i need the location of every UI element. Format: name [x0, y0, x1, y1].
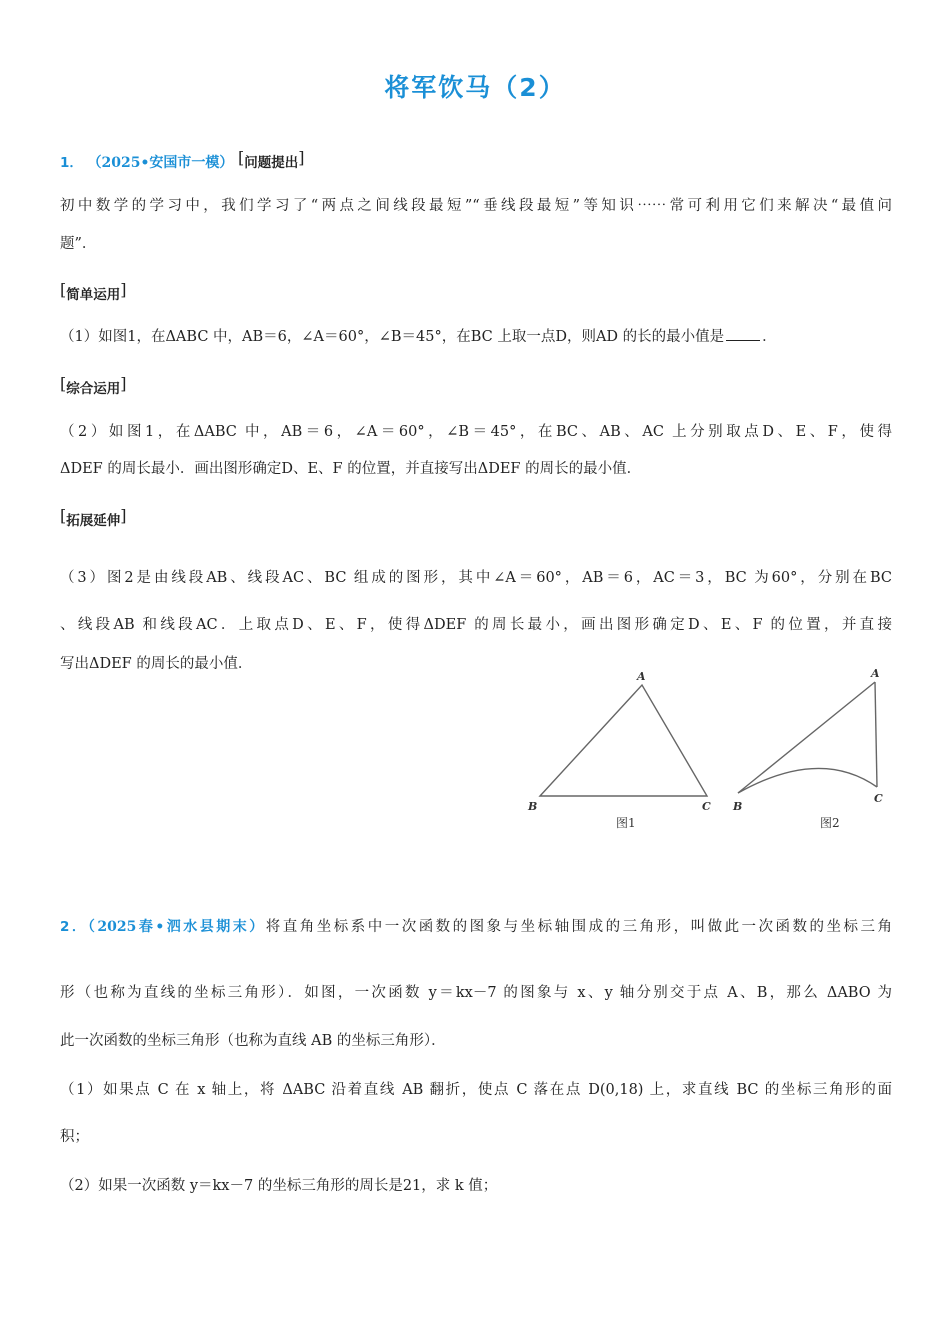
q2-line3: 此一次函数的坐标三角形（也称为直线 AB 的坐标三角形）． [60, 1033, 446, 1049]
q1-number: 1． [60, 155, 83, 171]
fig1-label-b: B [528, 800, 538, 813]
q1-part2-line1: （2）如图1，在ΔABC 中，AB＝6，∠A＝60°，∠B＝45°，在BC、AB、AC 上分别取点D、E、F，使得 [60, 424, 892, 440]
answer-blank[interactable] [726, 330, 760, 341]
q1-part1 [60, 325, 777, 346]
q2-line1 [60, 915, 892, 936]
q1-section3-tag: 拓展延伸 [66, 513, 121, 529]
q1-source: （2025•安国市一模） [87, 155, 234, 171]
fig2-label-c: C [874, 792, 883, 805]
figure-1 [527, 670, 711, 830]
triangle-abc [540, 685, 707, 796]
page-title: 将军饮马（2） [384, 73, 566, 102]
q1-section1-heading: [简单运用] [60, 280, 127, 303]
q1-part3-line1: （3）图2是由线段AB、线段AC、BC 组成的图形，其中∠A＝60°，AB＝6，AC＝3，BC 为60°，分别在BC [60, 570, 892, 586]
q2-part1-line1: （1）如果点 C 在 x 轴上，将 ΔABC 沿着直线 AB 翻折，使点 C 落在点 D(0,18) 上，求直线 BC 的坐标三角形的面 [60, 1082, 892, 1098]
q1-section1-tag: 简单运用 [66, 287, 121, 303]
q1-tag: 问题提出 [244, 155, 299, 171]
geometry-figures [520, 665, 900, 835]
q1-part3-line3: 写出ΔDEF 的周长的最小值． [60, 656, 253, 672]
figure-2 [732, 667, 883, 830]
q1-section3-heading: [拓展延伸] [60, 506, 127, 529]
q1-section2-tag: 综合运用 [66, 381, 121, 397]
q1-header: 1． （2025•安国市一模） [问题提出] [60, 148, 305, 171]
fig1-label-a: A [637, 670, 646, 683]
segment-ac [875, 682, 877, 787]
fig2-label-b: B [733, 800, 743, 813]
fig2-caption: 图2 [820, 816, 840, 830]
q1-part1-end: ． [762, 329, 777, 345]
q2-number: 2． [60, 919, 88, 935]
q1-part3-line2: 、线段AB 和线段AC．上取点D、E、F，使得ΔDEF 的周长最小，画出图形确定D、E、F 的位置，并直接 [60, 617, 892, 633]
q1-intro-line2: 题”． [60, 236, 97, 252]
q2-line1-text: 将直角坐标系中一次函数的图象与坐标轴围成的三角形，叫做此一次函数的坐标三角 [265, 919, 893, 935]
fig1-caption: 图1 [616, 816, 636, 830]
q1-intro-line1: 初中数学的学习中，我们学习了“两点之间线段最短”“垂线段最短”等知识⋯⋯常可利用它们来解决“最值问 [60, 198, 892, 214]
fig2-label-a: A [871, 667, 880, 680]
q2-source: （2025春•泗水县期末） [87, 919, 266, 935]
q1-section2-heading: [综合运用] [60, 374, 127, 397]
q1-part1-text: （1）如图1，在ΔABC 中，AB＝6，∠A＝60°，∠B＝45°，在BC 上取一点D，则AD 的长的最小值是 [60, 329, 725, 345]
arc-bc [738, 768, 877, 793]
segment-ab [738, 682, 875, 793]
figures-panel [520, 665, 900, 835]
q2-part2: （2）如果一次函数 y＝kx－7 的坐标三角形的周长是21，求 k 值； [60, 1178, 498, 1194]
q1-part2-line2: ΔDEF 的周长最小．画出图形确定D、E、F 的位置，并直接写出ΔDEF 的周长的最小值． [60, 461, 642, 477]
q2-line2: 形（也称为直线的坐标三角形）．如图，一次函数 y＝kx－7 的图象与 x、y 轴分别交于点 A、B，那么 ΔABO 为 [60, 985, 892, 1001]
fig1-label-c: C [702, 800, 711, 813]
q2-part1-line2: 积； [60, 1129, 89, 1145]
